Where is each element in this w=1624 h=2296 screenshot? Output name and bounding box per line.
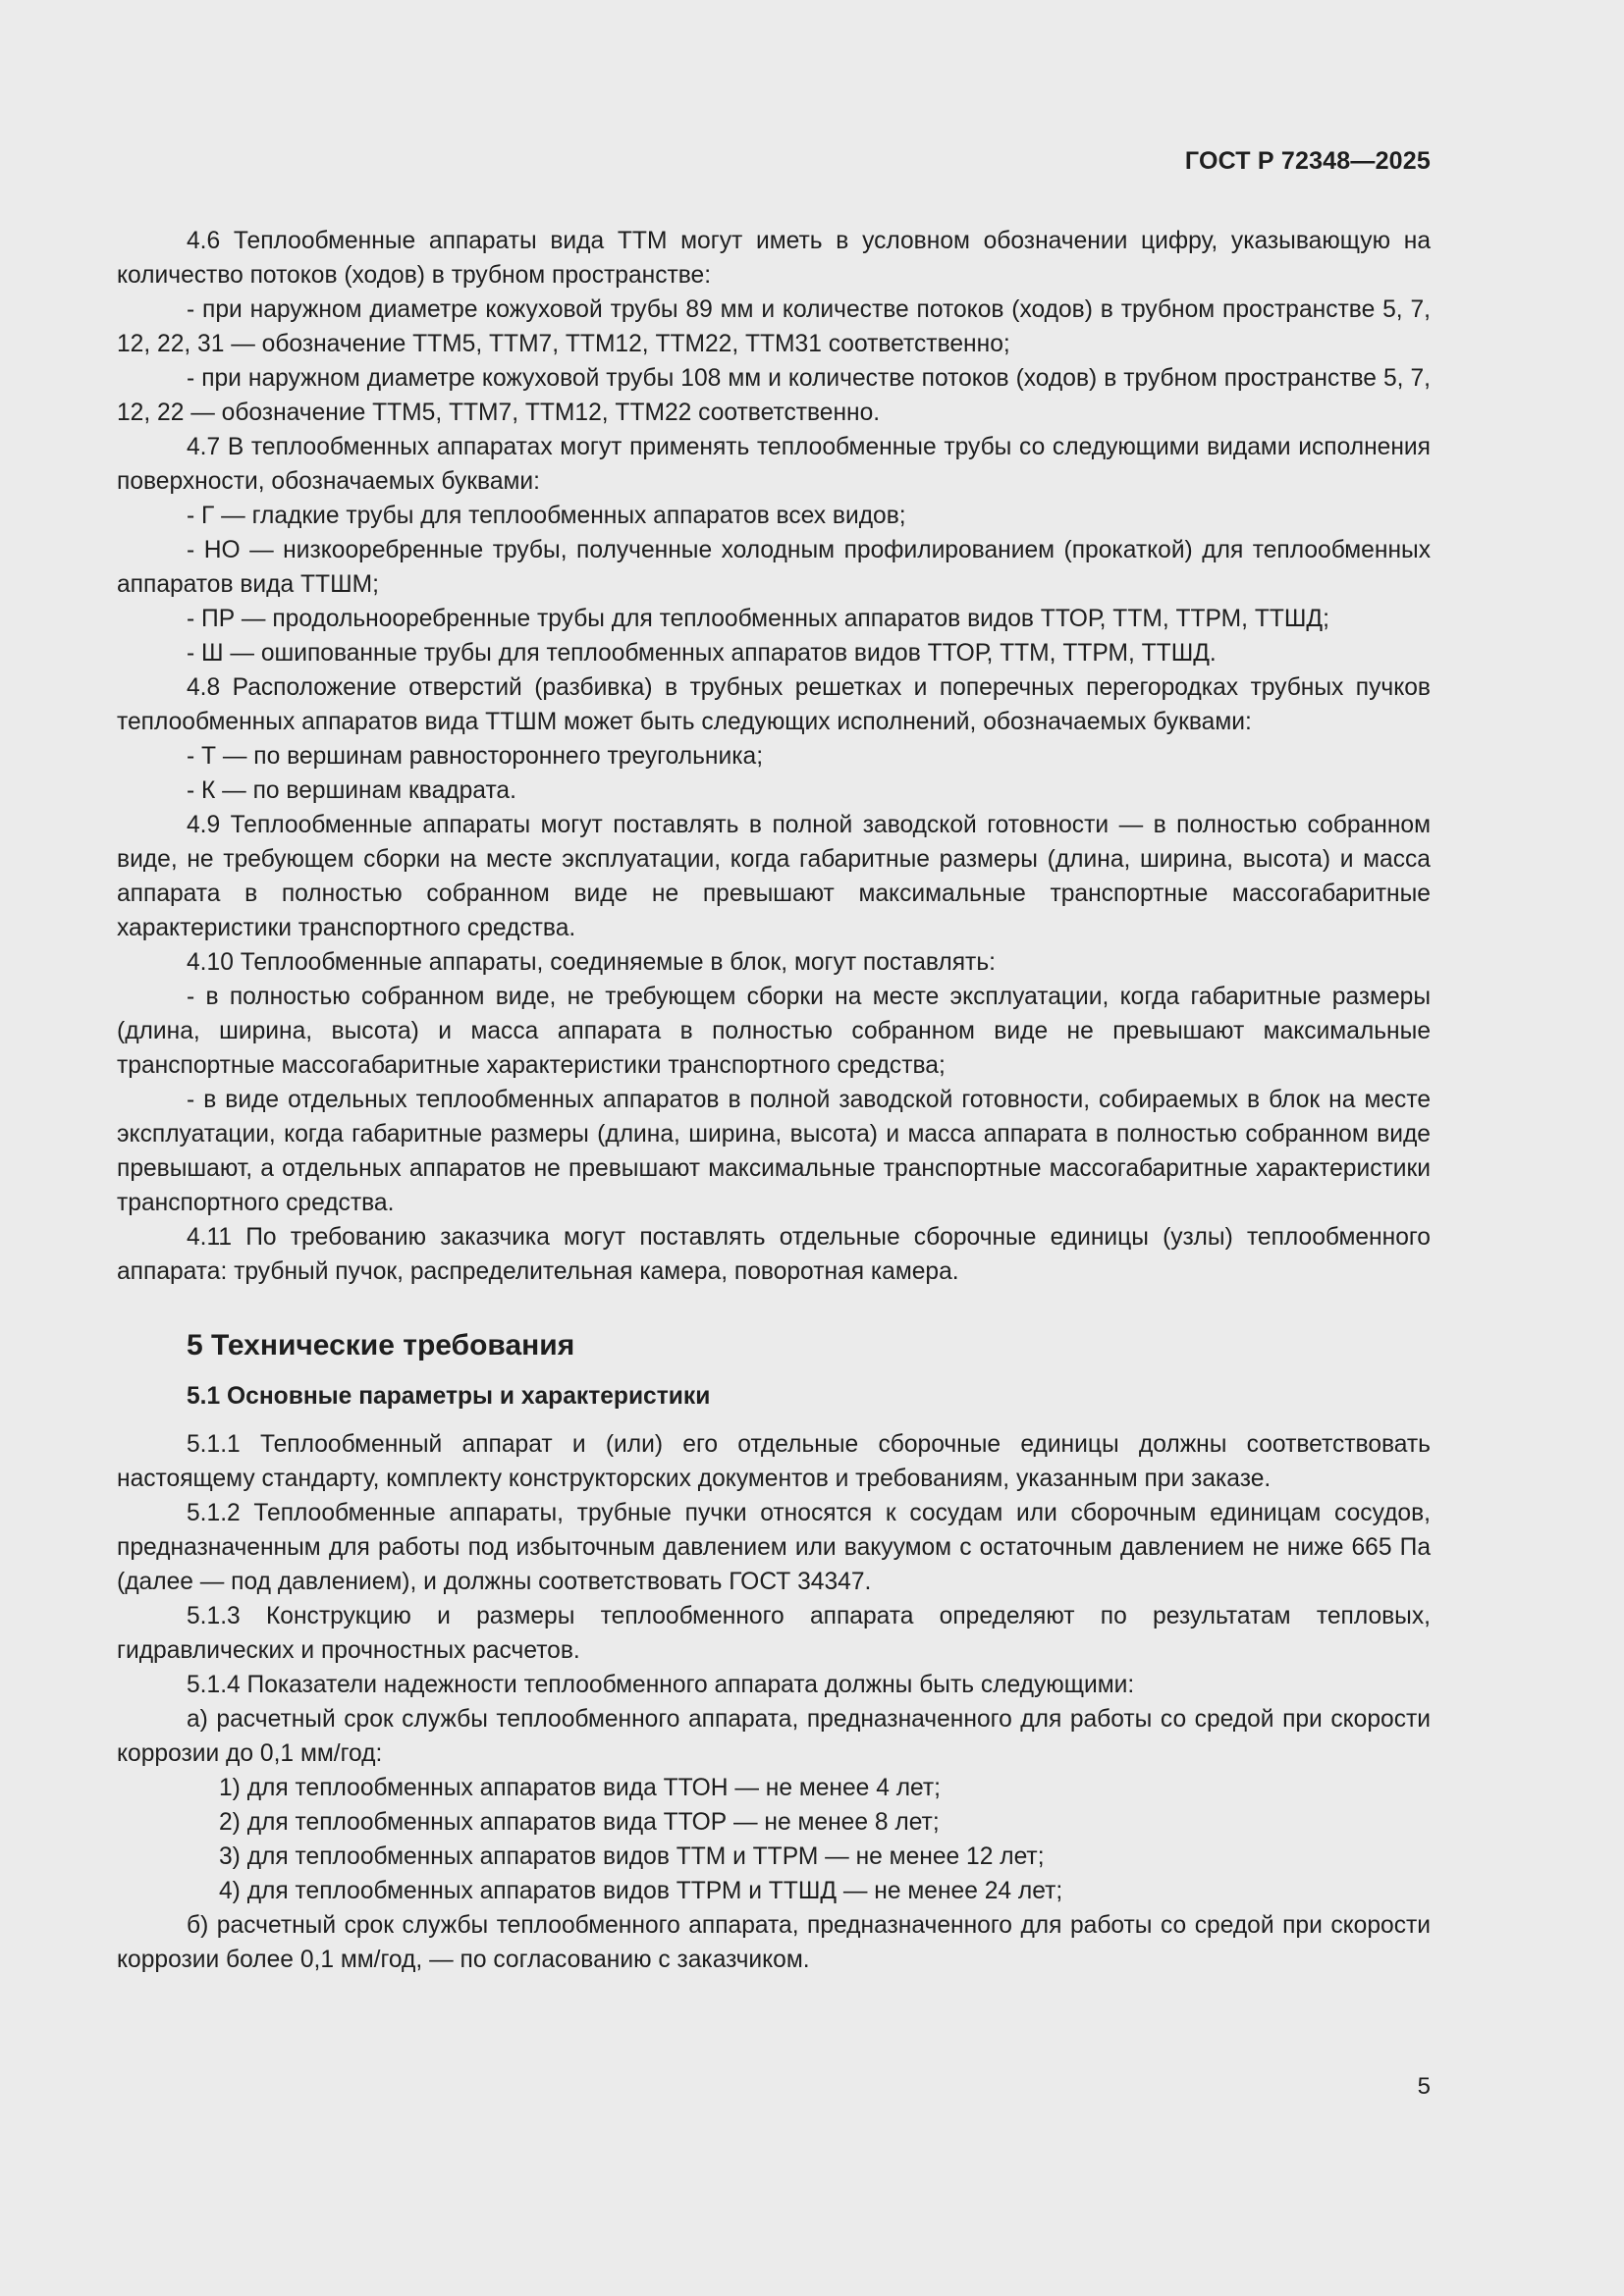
paragraph: - К — по вершинам квадрата. [187,777,516,804]
paragraph: 4.8 Расположение отверстий (разбивка) в трубных решетках и поперечных перегородках трубных пучков теплообменных аппаратов вида ТТШМ может быть следующих исполнений, обозначаемых буквами: [117,674,1431,735]
paragraph: 4.6 Теплообменные аппараты вида ТТМ могут иметь в условном обозначении цифру, указывающую на количество потоков (ходов) в трубном пространстве: [117,228,1431,289]
paragraph: - Ш — ошипованные трубы для теплообменных аппаратов видов ТТОР, ТТМ, ТТРМ, ТТШД. [187,640,1217,667]
list-item: 4) для теплообменных аппаратов видов ТТРМ и ТТШД — не менее 24 лет; [219,1878,1063,1904]
subsection-heading: 5.1 Основные параметры и характеристики [187,1383,711,1410]
paragraph: - при наружном диаметре кожуховой трубы 89 мм и количестве потоков (ходов) в трубном пространстве 5, 7, 12, 22, 31 — обозначение ТТМ5, ТТМ7, ТТМ12, ТТМ22, ТТМ31 соответственно; [117,296,1431,357]
section-heading: 5 Технические требования [187,1329,575,1362]
paragraph: - ПР — продольнооребренные трубы для теплообменных аппаратов видов ТТОР, ТТМ, ТТРМ, ТТШД; [187,606,1329,632]
paragraph: - при наружном диаметре кожуховой трубы 108 мм и количестве потоков (ходов) в трубном пространстве 5, 7, 12, 22 — обозначение ТТМ5, ТТМ7, ТТМ12, ТТМ22 соответственно. [117,365,1431,426]
document-body [117,224,1431,1977]
section-4-paragraphs [117,224,1431,1289]
paragraph: а) расчетный срок службы теплообменного аппарата, предназначенного для работы со средой при скорости коррозии до 0,1 мм/год: [117,1706,1431,1767]
paragraph: 5.1.2 Теплообменные аппараты, трубные пучки относятся к сосудам или сборочным единицам сосудов, предназначенным для работы под избыточным давлением или вакуумом с остаточным давлением не ниже 665 Па (далее — под давлением), и должны соответствовать ГОСТ 34347. [117,1500,1431,1595]
page-number: 5 [1417,2073,1431,2100]
paragraph: 4.9 Теплообменные аппараты могут поставлять в полной заводской готовности — в полностью собранном виде, не требующем сборки на месте эксплуатации, когда габаритные размеры (длина, ширина, высота) и масса аппарата в полностью собранном виде не превышают максимальные транспортные массогабаритные характеристики транспортного средства. [117,812,1431,941]
paragraph: 5.1.1 Теплообменный аппарат и (или) его отдельные сборочные единицы должны соответствовать настоящему стандарту, комплекту конструкторских документов и требованиям, указанным при заказе. [117,1431,1431,1492]
paragraph: - Г — гладкие трубы для теплообменных аппаратов всех видов; [187,503,906,529]
list-item: 2) для теплообменных аппаратов вида ТТОР — не менее 8 лет; [219,1809,940,1836]
paragraph: - Т — по вершинам равностороннего треугольника; [187,743,764,770]
paragraph: 4.7 В теплообменных аппаратах могут применять теплообменные трубы со следующими видами исполнения поверхности, обозначаемых буквами: [117,434,1431,495]
paragraph: 4.11 По требованию заказчика могут поставлять отдельные сборочные единицы (узлы) теплообменного аппарата: трубный пучок, распределительная камера, поворотная камера. [117,1224,1431,1285]
document-number: ГОСТ Р 72348—2025 [1184,147,1431,175]
list-item: 1) для теплообменных аппаратов вида ТТОН — не менее 4 лет; [219,1775,942,1801]
paragraph: 4.10 Теплообменные аппараты, соединяемые в блок, могут поставлять: [187,949,996,976]
paragraph: - в полностью собранном виде, не требующем сборки на месте эксплуатации, когда габаритные размеры (длина, ширина, высота) и масса аппарата в полностью собранном виде не превышают максимальные транспортные массогабаритные характеристики транспортного средства; [117,984,1431,1079]
paragraph: 5.1.4 Показатели надежности теплообменного аппарата должны быть следующими: [187,1672,1135,1698]
paragraph: - в виде отдельных теплообменных аппаратов в полной заводской готовности, собираемых в блок на месте эксплуатации, когда габаритные размеры (длина, ширина, высота) и масса аппарата в полностью собранном виде превышают, а отдельных аппаратов не превышают максимальные транспортные массогабаритные характеристики транспортного средства. [117,1087,1431,1216]
paragraph: 5.1.3 Конструкцию и размеры теплообменного аппарата определяют по результатам тепловых, гидравлических и прочностных расчетов. [117,1603,1431,1664]
paragraph: б) расчетный срок службы теплообменного аппарата, предназначенного для работы со средой при скорости коррозии более 0,1 мм/год, — по согласованию с заказчиком. [117,1912,1431,1973]
section-5-paragraphs [117,1427,1431,1977]
paragraph: - НО — низкооребренные трубы, полученные холодным профилированием (прокаткой) для теплообменных аппаратов вида ТТШМ; [117,537,1431,598]
list-item: 3) для теплообменных аппаратов видов ТТМ и ТТРМ — не менее 12 лет; [219,1843,1045,1870]
